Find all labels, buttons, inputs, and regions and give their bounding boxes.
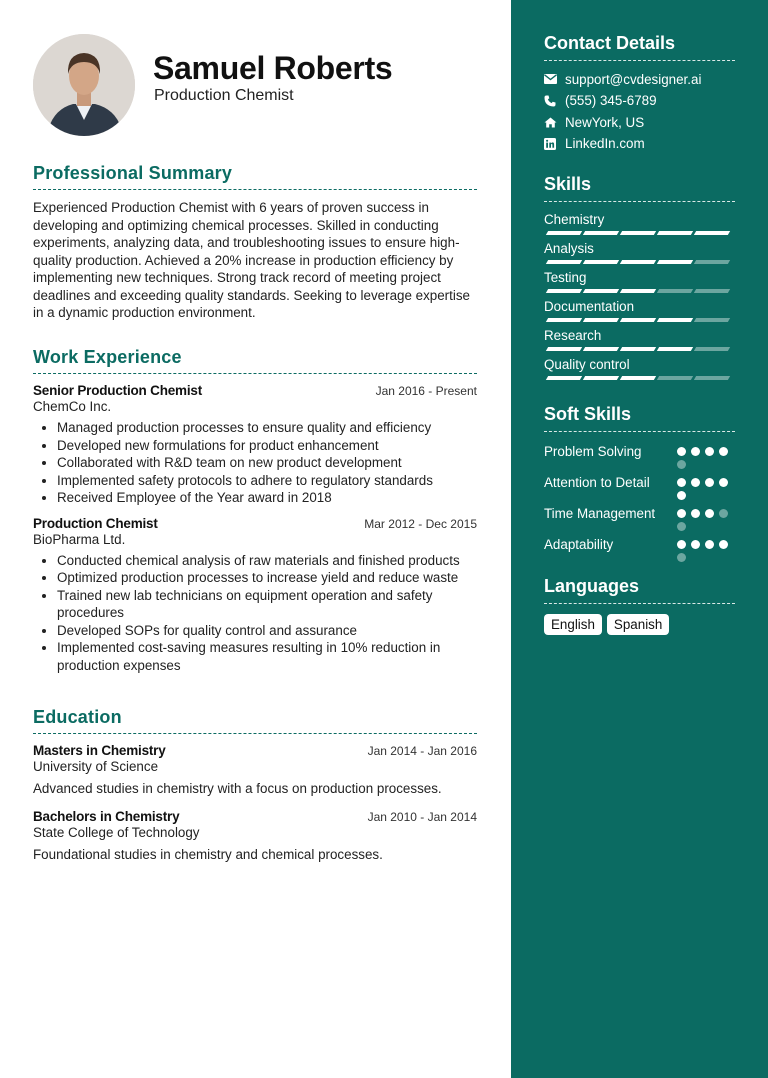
- skill-level-segment: [694, 347, 730, 351]
- list-item: Conducted chemical analysis of raw materials and finished products: [33, 552, 477, 570]
- work-title: Work Experience: [33, 347, 477, 374]
- skill-item: [544, 357, 735, 380]
- skill-level-segment: [657, 376, 693, 380]
- degree-dates: Jan 2014 - Jan 2016: [367, 744, 477, 758]
- skill-level-segment: [694, 231, 730, 235]
- skill-level-segment: [657, 318, 693, 322]
- skill-level-bar: [546, 376, 736, 380]
- rating-dot: [677, 540, 686, 549]
- skill-level-segment: [657, 347, 693, 351]
- rating-dot: [705, 509, 714, 518]
- job-bullets: [33, 552, 477, 675]
- skill-level-segment: [583, 318, 619, 322]
- skill-name: Testing: [544, 270, 587, 285]
- soft-skill-rating: [677, 504, 735, 531]
- skill-level-segment: [694, 260, 730, 264]
- soft-skill-name: Time Management: [544, 506, 656, 521]
- skill-level-segment: [583, 260, 619, 264]
- skill-name: Analysis: [544, 241, 594, 256]
- envelope-icon: [544, 74, 565, 84]
- degree-description: Advanced studies in chemistry with a focus on production processes.: [33, 781, 442, 796]
- rating-dot: [677, 553, 686, 562]
- skill-level-segment: [657, 231, 693, 235]
- skill-name: Research: [544, 328, 602, 343]
- summary-section: [33, 163, 477, 322]
- rating-dot: [719, 447, 728, 456]
- rating-dot: [705, 540, 714, 549]
- contact-location-text: NewYork, US: [565, 114, 645, 130]
- skills-list: [544, 212, 735, 380]
- soft-skills-list: [544, 442, 735, 562]
- skill-item: [544, 328, 735, 351]
- list-item: Trained new lab technicians on equipment operation and safety procedures: [33, 587, 477, 622]
- skill-level-bar: [546, 231, 736, 235]
- skill-item: [544, 241, 735, 264]
- soft-skill-name: Problem Solving: [544, 444, 642, 459]
- degree-description: Foundational studies in chemistry and chemical processes.: [33, 846, 383, 862]
- job-title: Senior Production Chemist: [33, 383, 203, 398]
- skill-level-segment: [546, 376, 582, 380]
- list-item: Implemented safety protocols to adhere to regulatory standards: [33, 472, 477, 490]
- skill-name: Documentation: [544, 299, 635, 314]
- job-bullets: [33, 419, 477, 507]
- contact-phone[interactable]: [544, 93, 735, 110]
- skill-name: Chemistry: [544, 212, 605, 227]
- soft-skill-item: [544, 504, 735, 531]
- skill-level-segment: [546, 318, 582, 322]
- school-name: State College of Technology: [33, 824, 200, 840]
- school-name: University of Science: [33, 759, 159, 774]
- list-item: Optimized production processes to increase yield and reduce waste: [33, 569, 477, 587]
- rating-dot: [677, 522, 686, 531]
- contact-email-text: support@cvdesigner.ai: [565, 71, 702, 87]
- soft-skills-section: [544, 404, 735, 562]
- soft-skills-title: Soft Skills: [544, 404, 735, 432]
- contact-title: Contact Details: [544, 33, 735, 61]
- profile-photo: [33, 34, 135, 136]
- summary-text: Experienced Production Chemist with 6 years of proven success in developing and optimizing chemical processes. Skilled in conducting experiments, analyzing data, and troubleshooting issues to ensure high-quality production. Achieved a 20% increase in production efficiency by implementing new techniques. Strong track record of meeting project deadlines and exceeding quality standards. Seeking to leverage expertise in a dynamic production environment.: [33, 200, 470, 320]
- soft-skill-item: [544, 473, 735, 500]
- soft-skill-rating: [677, 442, 735, 469]
- summary-title: Professional Summary: [33, 163, 477, 190]
- rating-dot: [691, 447, 700, 456]
- job-dates: Jan 2016 - Present: [375, 384, 477, 398]
- rating-dot: [705, 447, 714, 456]
- list-item: Collaborated with R&D team on new product development: [33, 454, 477, 472]
- job-dates: Mar 2012 - Dec 2015: [364, 516, 477, 531]
- soft-skill-item: [544, 535, 735, 562]
- skill-level-segment: [657, 260, 693, 264]
- skill-level-segment: [583, 376, 619, 380]
- contact-email[interactable]: [544, 71, 735, 88]
- skills-section: [544, 174, 735, 380]
- skill-level-bar: [546, 260, 736, 264]
- languages-title: Languages: [544, 576, 735, 604]
- job-company: BioPharma Ltd.: [33, 531, 126, 547]
- skill-item: [544, 270, 735, 293]
- skill-level-bar: [546, 289, 736, 293]
- contact-linkedin[interactable]: [544, 136, 735, 153]
- skill-item: [544, 299, 735, 322]
- skill-level-segment: [546, 347, 582, 351]
- languages-section: [544, 576, 735, 635]
- list-item: Received Employee of the Year award in 2018: [33, 489, 477, 507]
- sidebar: [511, 0, 768, 1078]
- education-entry: [33, 809, 477, 864]
- education-section: [33, 707, 477, 874]
- rating-dot: [705, 478, 714, 487]
- soft-skill-rating: [677, 473, 735, 500]
- person-portrait-icon: [33, 34, 135, 136]
- job-entry: [33, 383, 477, 507]
- list-item: Developed SOPs for quality control and assurance: [33, 622, 477, 640]
- rating-dot: [691, 509, 700, 518]
- skill-level-segment: [546, 260, 582, 264]
- list-item: Managed production processes to ensure quality and efficiency: [33, 419, 477, 437]
- rating-dot: [719, 509, 728, 518]
- job-company: ChemCo Inc.: [33, 399, 112, 414]
- language-tag: English: [544, 614, 602, 635]
- contact-section: [544, 33, 735, 152]
- rating-dot: [691, 478, 700, 487]
- skill-level-segment: [620, 289, 656, 293]
- contact-location: [544, 114, 735, 131]
- language-tag: Spanish: [607, 614, 669, 635]
- candidate-role: Production Chemist: [154, 87, 294, 104]
- skill-level-segment: [694, 318, 730, 322]
- skill-level-bar: [546, 318, 736, 322]
- home-icon: [544, 117, 565, 128]
- skill-level-segment: [583, 347, 619, 351]
- soft-skill-name: Adaptability: [544, 537, 614, 552]
- linkedin-icon: [544, 138, 565, 150]
- list-item: Implemented cost-saving measures resulting in 10% reduction in production expenses: [33, 639, 477, 674]
- contact-phone-text: (555) 345-6789: [565, 93, 657, 109]
- skill-level-segment: [583, 289, 619, 293]
- languages-list: [544, 614, 735, 635]
- skill-level-segment: [694, 376, 730, 380]
- skill-item: [544, 212, 735, 235]
- skill-level-segment: [620, 231, 656, 235]
- skills-title: Skills: [544, 174, 735, 202]
- skill-level-segment: [620, 376, 656, 380]
- job-title: Production Chemist: [33, 515, 158, 531]
- soft-skill-item: [544, 442, 735, 469]
- rating-dot: [677, 491, 686, 500]
- soft-skill-name: Attention to Detail: [544, 475, 650, 490]
- skill-level-segment: [657, 289, 693, 293]
- skill-level-segment: [620, 260, 656, 264]
- skill-level-segment: [583, 231, 619, 235]
- soft-skill-rating: [677, 535, 735, 562]
- rating-dot: [677, 447, 686, 456]
- rating-dot: [691, 540, 700, 549]
- skill-level-segment: [546, 231, 582, 235]
- skill-level-segment: [620, 347, 656, 351]
- degree-title: Masters in Chemistry: [33, 743, 166, 758]
- skill-level-segment: [694, 289, 730, 293]
- skill-level-bar: [546, 347, 736, 351]
- rating-dot: [677, 509, 686, 518]
- skill-name: Quality control: [544, 357, 630, 372]
- candidate-name: Samuel Roberts: [153, 50, 393, 86]
- rating-dot: [719, 478, 728, 487]
- education-title: Education: [33, 707, 477, 734]
- job-entry: [33, 516, 477, 675]
- list-item: Developed new formulations for product enhancement: [33, 437, 477, 455]
- degree-dates: Jan 2010 - Jan 2014: [367, 809, 477, 824]
- rating-dot: [677, 478, 686, 487]
- rating-dot: [719, 540, 728, 549]
- contact-linkedin-text: LinkedIn.com: [565, 136, 645, 152]
- rating-dot: [677, 460, 686, 469]
- education-entry: [33, 743, 477, 798]
- work-experience-section: [33, 347, 477, 680]
- skill-level-segment: [546, 289, 582, 293]
- degree-title: Bachelors in Chemistry: [33, 808, 180, 824]
- phone-icon: [544, 95, 565, 107]
- skill-level-segment: [620, 318, 656, 322]
